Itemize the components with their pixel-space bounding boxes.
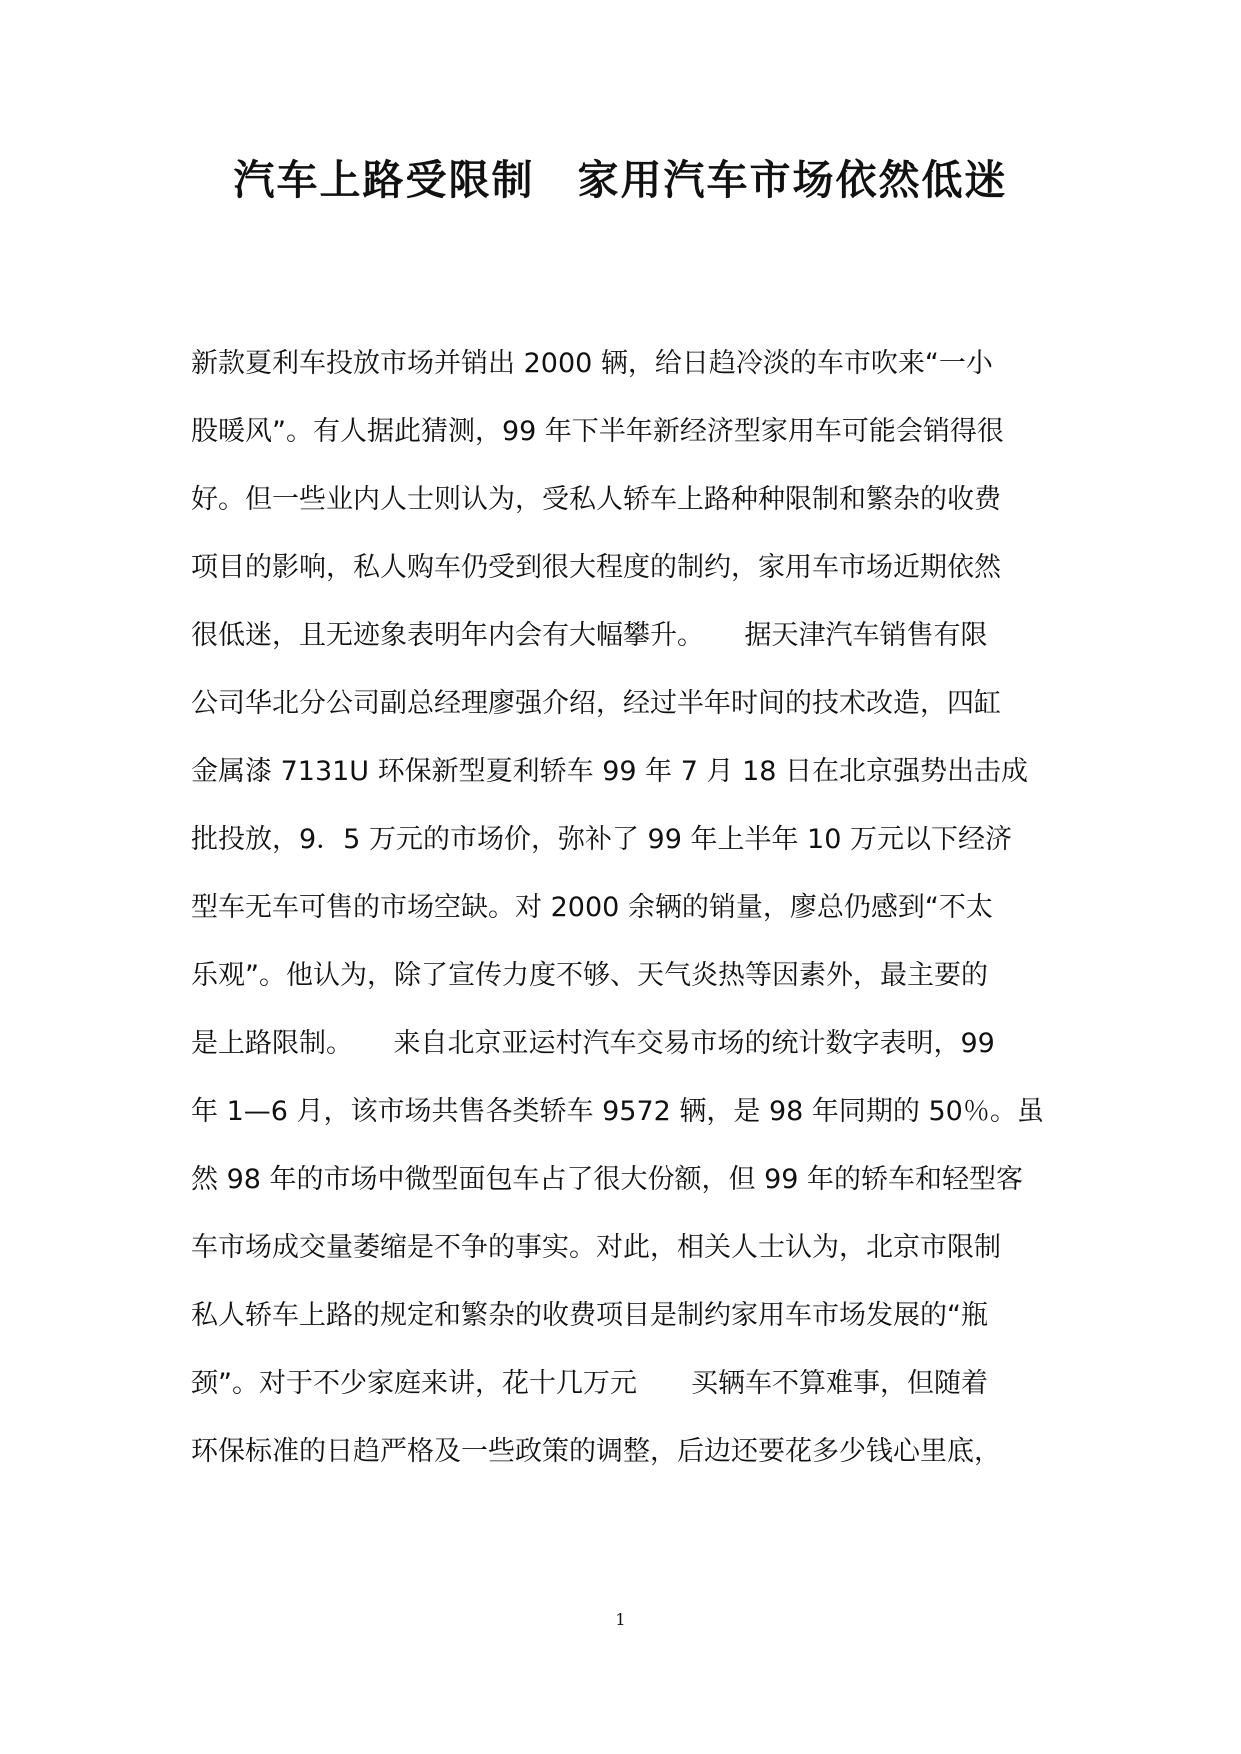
text-line: 公司华北分公司副总经理廖强介绍，经过半年时间的技术改造，四缸 [191,688,1001,719]
text-line: 很低迷，且无迹象表明年内会有大幅攀升。 据天津汽车销售有限 [191,620,988,651]
text-line: 批投放，9．5 万元的市场价，弥补了 99 年上半年 10 万元以下经济 [191,824,1012,855]
text-line: 股暖风”。有人据此猜测，99 年下半年新经济型家用车可能会销得很 [191,416,1004,447]
text-line: 车市场成交量萎缩是不争的事实。对此，相关人士认为，北京市限制 [191,1232,1001,1263]
text-line: 型车无车可售的市场空缺。对 2000 余辆的销量，廖总仍感到“不太 [191,892,993,923]
text-line: 是上路限制。 来自北京亚运村汽车交易市场的统计数字表明，99 [191,1028,995,1059]
text-line: 然 98 年的市场中微型面包车占了很大份额，但 99 年的轿车和轻型客 [191,1164,1024,1195]
text-line: 金属漆 7131U 环保新型夏利轿车 99 年 7 月 18 日在北京强势出击成 [191,756,1029,787]
text-line: 环保标准的日趋严格及一些政策的调整，后边还要花多少钱心里底， [191,1436,1001,1467]
document-title: 汽车上路受限制 家用汽车市场依然低迷 [233,156,1008,204]
text-line: 乐观”。他认为，除了宣传力度不够、天气炎热等因素外，最主要的 [191,960,988,991]
text-line: 好。但一些业内人士则认为，受私人轿车上路种种限制和繁杂的收费 [191,484,1001,515]
document-body [191,330,1071,1486]
text-line: 私人轿车上路的规定和繁杂的收费项目是制约家用车市场发展的“瓶 [191,1300,988,1331]
text-line: 新款夏利车投放市场并销出 2000 辆，给日趋冷淡的车市吹来“一小 [191,348,993,379]
text-line: 项目的影响，私人购车仍受到很大程度的制约，家用车市场近期依然 [191,552,1001,583]
text-line: 颈”。对于不少家庭来讲，花十几万元 买辆车不算难事，但随着 [191,1368,988,1399]
page-number: 1 [615,1610,626,1629]
text-line: 年 1—6 月，该市场共售各类轿车 9572 辆，是 98 年同期的 50％。虽 [191,1096,1044,1127]
